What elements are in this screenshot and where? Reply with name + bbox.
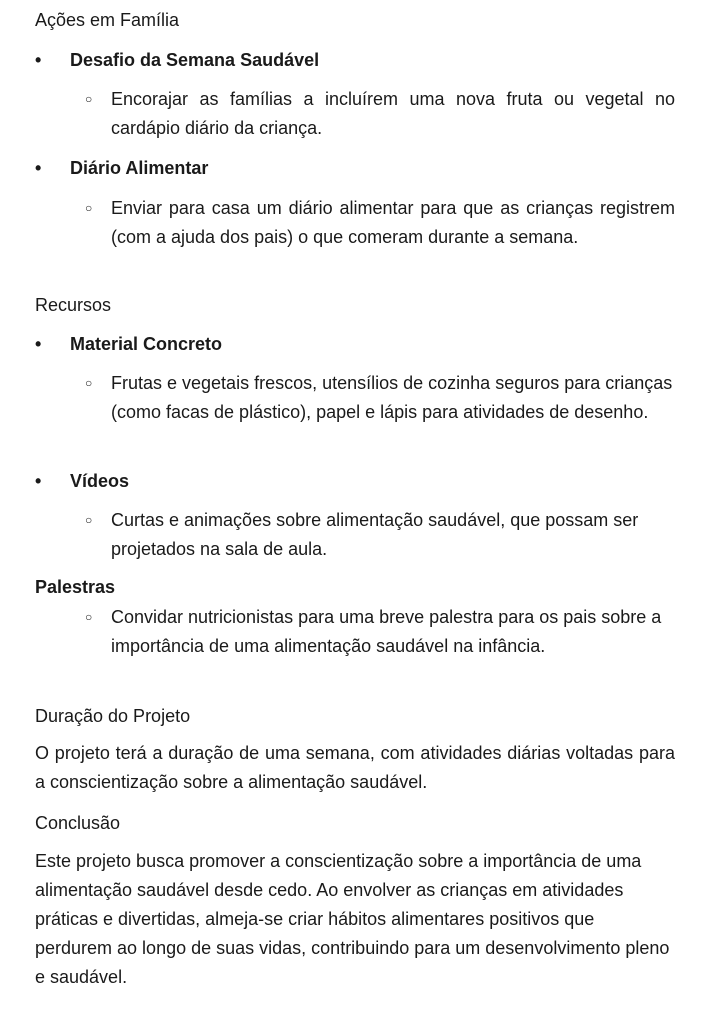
sub-item-text: Curtas e animações sobre alimentação saudável, que possam ser projetados na sala de aula. xyxy=(111,510,639,559)
bullet-dot-icon: • xyxy=(35,158,42,178)
palestras-title: Palestras xyxy=(35,577,116,597)
bullet-title: Material Concreto xyxy=(70,334,223,354)
section-heading-duracao: Duração do Projeto xyxy=(35,706,191,726)
bullet-circle-icon: ○ xyxy=(85,513,93,527)
bullet-dot-icon: • xyxy=(35,471,42,491)
section-heading-conclusao: Conclusão xyxy=(35,813,121,833)
bullet-circle-icon: ○ xyxy=(85,201,93,215)
bullet-dot-icon: • xyxy=(35,50,42,70)
bullet-title: Diário Alimentar xyxy=(70,158,209,178)
bullet-circle-icon: ○ xyxy=(85,610,93,624)
section-heading-recursos: Recursos xyxy=(35,295,112,315)
sub-item-text: Enviar para casa um diário alimentar para que as crianças registrem (com a ajuda dos pais) o que comeram durante a semana. xyxy=(111,198,675,247)
bullet-circle-icon: ○ xyxy=(85,376,93,390)
section-heading-acoes: Ações em Família xyxy=(35,10,180,30)
sub-item-text: Convidar nutricionistas para uma breve palestra para os pais sobre a importância de uma alimentação saudável na infância. xyxy=(111,607,662,656)
bullet-circle-icon: ○ xyxy=(85,92,93,106)
sub-item-text: Encorajar as famílias a incluírem uma nova fruta ou vegetal no cardápio diário da criança. xyxy=(111,89,675,138)
sub-item-text: Frutas e vegetais frescos, utensílios de cozinha seguros para crianças (como facas de plástico), papel e lápis para atividades de desenho. xyxy=(111,373,673,422)
conclusao-paragraph: Este projeto busca promover a conscientização sobre a importância de uma alimentação saudável desde cedo. Ao envolver as crianças em atividades práticas e divertidas, almeja-se criar hábitos alimentares positivos que perdurem ao longo de suas vidas, contribuindo para um desenvolvimento pleno e saudável. xyxy=(35,851,670,987)
bullet-title: Vídeos xyxy=(70,471,130,491)
duracao-paragraph: O projeto terá a duração de uma semana, com atividades diárias voltadas para a conscientização sobre a alimentação saudável. xyxy=(35,743,675,792)
bullet-title: Desafio da Semana Saudável xyxy=(70,50,320,70)
bullet-dot-icon: • xyxy=(35,334,42,354)
